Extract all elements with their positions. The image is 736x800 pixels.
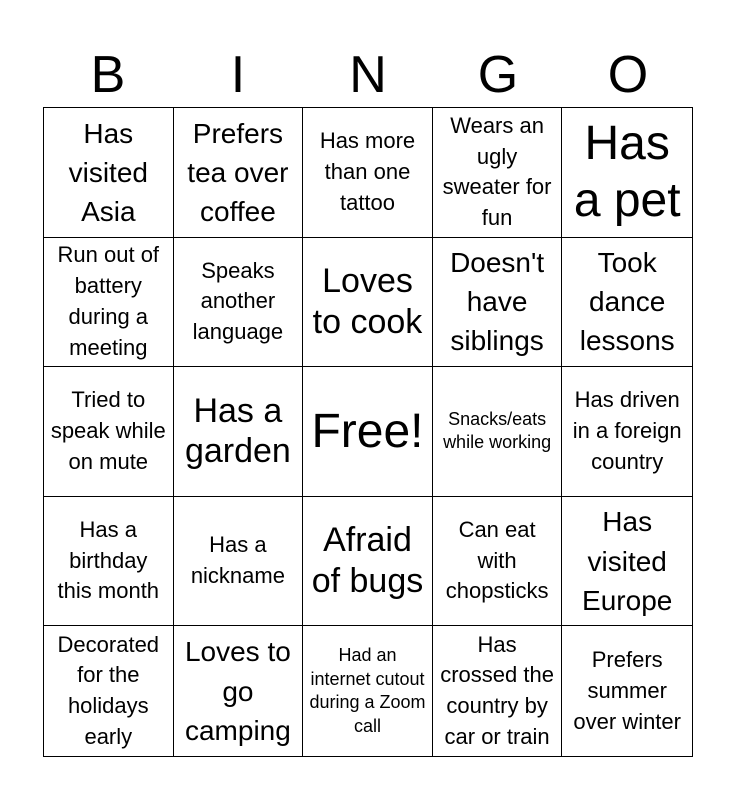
bingo-cell[interactable] (44, 497, 174, 627)
cell-text: Wears an ugly sweater for fun (442, 112, 552, 231)
cell-text: Has more than one tattoo (319, 128, 416, 215)
bingo-cell[interactable] (174, 108, 304, 238)
bingo-cell[interactable] (303, 626, 433, 756)
cell-text: Had an internet cutout during a Zoom call (309, 645, 426, 736)
cell-text: Has a pet (573, 116, 681, 228)
bingo-cell[interactable] (433, 367, 563, 497)
bingo-cell[interactable] (562, 108, 692, 238)
bingo-cell[interactable] (44, 367, 174, 497)
bingo-header (43, 46, 693, 104)
cell-text: Prefers summer over winter (573, 647, 681, 734)
cell-text: Doesn't have siblings (450, 247, 545, 357)
bingo-cell[interactable] (433, 626, 563, 756)
bingo-cell[interactable] (562, 367, 692, 497)
bingo-cell[interactable] (44, 626, 174, 756)
bingo-cell[interactable] (303, 108, 433, 238)
bingo-cell[interactable] (562, 497, 692, 627)
bingo-cell[interactable] (44, 108, 174, 238)
bingo-cell[interactable] (174, 367, 304, 497)
header-letter-i: I (230, 46, 246, 104)
cell-text: Decorated for the holidays early (57, 631, 160, 749)
header-letter-o: O (607, 46, 649, 104)
bingo-card (43, 107, 693, 757)
cell-text: Took dance lessons (579, 247, 675, 357)
header-letter-g: G (477, 46, 519, 104)
cell-text: Has visited Europe (582, 506, 673, 616)
cell-text: Speaks another language (192, 257, 284, 345)
cell-text: Tried to speak while on mute (50, 387, 166, 474)
bingo-cell[interactable] (433, 497, 563, 627)
bingo-cell[interactable] (303, 238, 433, 368)
cell-text: Has crossed the country by car or train (440, 631, 554, 749)
bingo-cell[interactable] (44, 238, 174, 368)
bingo-cell[interactable] (562, 238, 692, 368)
cell-text: Prefers tea over coffee (187, 117, 289, 227)
cell-text: Loves to cook (312, 262, 423, 341)
free-space-text: Free! (311, 404, 424, 458)
cell-text: Can eat with chopsticks (445, 516, 549, 604)
bingo-cell[interactable] (433, 108, 563, 238)
cell-text: Snacks/eats while working (443, 409, 552, 453)
cell-text: Afraid of bugs (311, 521, 424, 601)
free-space-cell[interactable] (303, 367, 433, 497)
cell-text: Has driven in a foreign country (572, 387, 682, 474)
bingo-cell[interactable] (303, 497, 433, 627)
header-letter-n: N (349, 46, 387, 104)
header-letter-b: B (90, 46, 126, 104)
bingo-cell[interactable] (174, 497, 304, 627)
cell-text: Has a nickname (190, 532, 285, 589)
cell-text: Has a garden (184, 391, 291, 471)
cell-text: Run out of battery during a meeting (57, 242, 160, 360)
bingo-cell[interactable] (562, 626, 692, 756)
cell-text: Has a birthday this month (57, 516, 160, 604)
bingo-cell[interactable] (433, 238, 563, 368)
bingo-cell[interactable] (174, 238, 304, 368)
bingo-cell[interactable] (174, 626, 304, 756)
cell-text: Loves to go camping (184, 636, 291, 746)
cell-text: Has visited Asia (68, 117, 148, 227)
